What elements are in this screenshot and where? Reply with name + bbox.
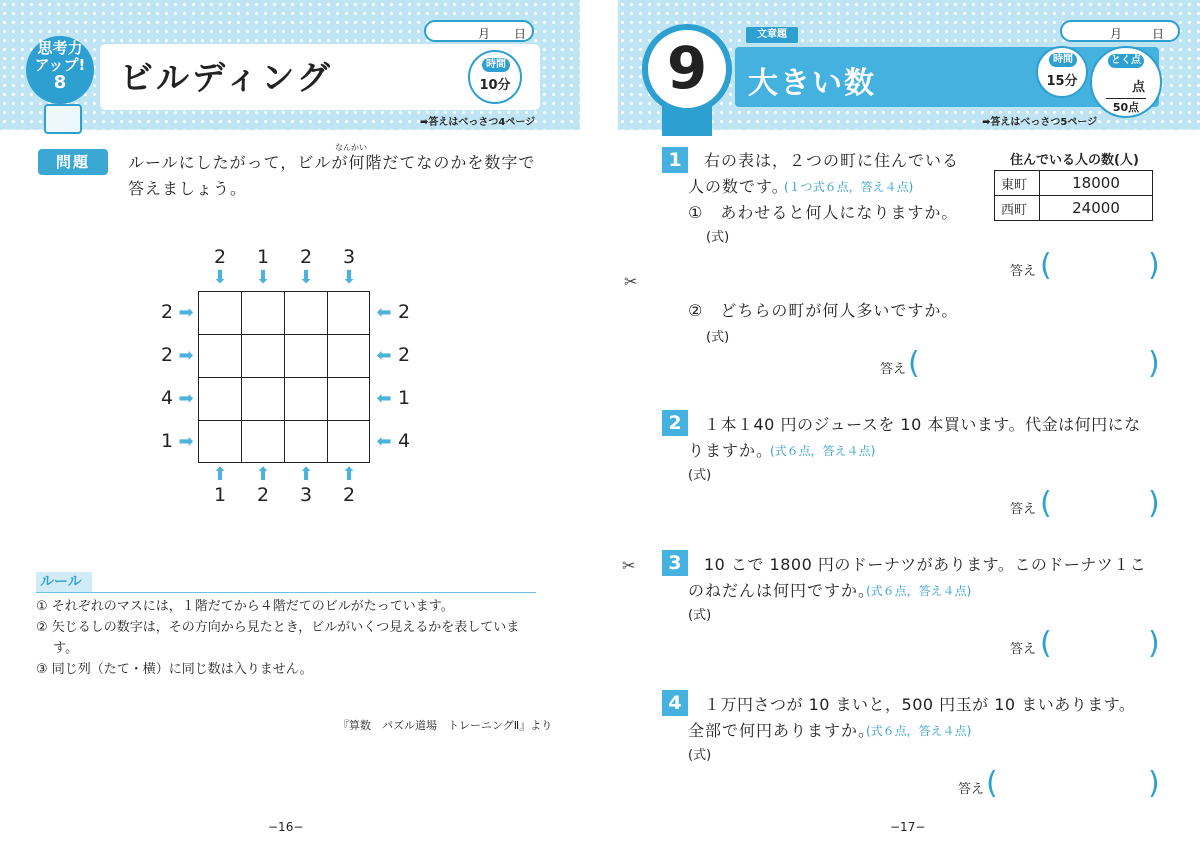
clue-left-2: 2 [160, 344, 174, 366]
arrow-down-icon: ⬇ [341, 267, 357, 288]
table-row [995, 196, 1153, 221]
page-title-right: 大きい数 [748, 66, 876, 101]
bulb-text-2: アップ! [34, 56, 86, 74]
answer-box-close: ) [1148, 248, 1160, 283]
town-count: 24000 [1040, 196, 1153, 221]
q3-kotae: 答え [1010, 642, 1037, 657]
answer-reference-right: ➡答えはべっさつ5ページ [982, 117, 1098, 128]
q4-text-1: １万円さつが 10 まいと，500 円玉が 10 まいあります。 [704, 695, 1136, 714]
question-text-2: 答えましょう。 [128, 179, 248, 198]
q1-text-1: 右の表は，２つの町に住んでいる [704, 151, 960, 170]
rule-1: ① それぞれのマスには，１階だてから４階だてのビルがたっています。 [36, 599, 454, 614]
page-number-right: −17− [890, 820, 926, 834]
rule-2: ② 矢じるしの数字は，その方向から見たとき，ビルがいくつ見えるかを表していま [36, 620, 520, 635]
rule-label: ルール [36, 572, 92, 592]
clue-left-3: 4 [160, 387, 174, 409]
q1-kotae-1: 答え [1010, 264, 1037, 279]
score-total: 50点 [1106, 98, 1146, 115]
source-note: 『算数 パズル道場 トレーニングⅡ』より [338, 719, 553, 732]
arrow-left-icon: ⬅ [376, 302, 392, 323]
date-day-right: 日 [1152, 27, 1165, 41]
arrow-up-icon: ⬆ [212, 464, 228, 485]
answer-box-close: ) [1148, 766, 1160, 801]
q4-kotae: 答え [958, 782, 985, 797]
q3-text-2: のねだんは何円ですか。 [688, 581, 876, 600]
answer-reference: ➡答えはべっさつ4ページ [420, 117, 536, 128]
q1-shiki-2: (式) [706, 330, 730, 345]
scissors-icon: ✂ [622, 556, 636, 575]
q4-text-2: 全部で何円ありますか。 [688, 721, 876, 740]
arrow-right-icon: ➡ [178, 431, 194, 452]
bulb-text-3: 8 [53, 72, 67, 93]
clue-right-4: 4 [397, 430, 411, 452]
question-number-4: 4 [662, 690, 688, 716]
q2-points: (式６点，答え４点) [770, 444, 876, 458]
bulb-text-1: 思考力 [37, 39, 83, 57]
score-label: とく点 [1108, 54, 1144, 68]
answer-box[interactable]: ( [1040, 486, 1052, 521]
question-number-3: 3 [662, 550, 688, 576]
population-table [994, 170, 1153, 221]
answer-box-close: ) [1148, 626, 1160, 661]
town-count: 18000 [1040, 171, 1153, 196]
q1-shiki-1: (式) [706, 230, 730, 245]
bulb-icon [26, 36, 94, 104]
q3-text-1: 10 こで 1800 円のドーナツがあります。このドーナツ１こ [704, 555, 1147, 574]
arrow-down-icon: ⬇ [255, 267, 271, 288]
rule-3: ③ 同じ列（たて・横）に同じ数は入りません。 [36, 662, 313, 677]
q2-kotae: 答え [1010, 502, 1037, 517]
clue-left-1: 2 [160, 301, 174, 323]
arrow-up-icon: ⬆ [341, 464, 357, 485]
answer-box-close: ) [1148, 346, 1160, 381]
answer-box-close: ) [1148, 486, 1160, 521]
clue-right-2: 2 [397, 344, 411, 366]
clue-top-1: 2 [213, 246, 227, 268]
town-name: 東町 [995, 171, 1040, 196]
rule-divider [36, 592, 536, 593]
page-title: ビルディング [120, 58, 333, 97]
answer-box[interactable]: ( [908, 346, 920, 381]
date-field-right [1060, 20, 1180, 42]
question-number-1: 1 [662, 147, 688, 173]
arrow-up-icon: ⬆ [255, 464, 271, 485]
q2-text-2: りますか。 [688, 441, 774, 460]
scissors-icon: ✂ [624, 272, 638, 291]
clue-top-4: 3 [342, 246, 356, 268]
question-number-2: 2 [662, 410, 688, 436]
ruby-nankai: なんかい [335, 143, 367, 152]
answer-box[interactable]: ( [986, 766, 998, 801]
category-tag: 文章題 [746, 27, 798, 43]
clue-bottom-4: 2 [342, 484, 356, 506]
q3-points: (式６点，答え４点) [866, 584, 972, 598]
q3-shiki: (式) [688, 608, 712, 623]
time-circle [468, 50, 522, 104]
clue-right-1: 2 [397, 301, 411, 323]
clue-right-3: 1 [397, 387, 411, 409]
q4-points: (式６点，答え４点) [866, 724, 972, 738]
arrow-up-icon: ⬆ [298, 464, 314, 485]
time-value-right: 15分 [1046, 74, 1078, 89]
table-row [995, 171, 1153, 196]
date-field [424, 20, 534, 42]
answer-box[interactable]: ( [1040, 248, 1052, 283]
time-label-right: 時間 [1049, 53, 1077, 67]
date-month-right: 月 [1110, 27, 1123, 41]
q1-points: (１つ式６点，答え４点) [784, 180, 914, 194]
q1-text-2: 人の数です。 [688, 177, 789, 196]
q2-text-1: １本１40 円のジュースを 10 本買います。代金は何円にな [704, 415, 1141, 434]
arrow-left-icon: ⬅ [376, 431, 392, 452]
town-name: 西町 [995, 196, 1040, 221]
clue-bottom-1: 1 [213, 484, 227, 506]
q1-kotae-2: 答え [880, 362, 907, 377]
score-circle [1090, 46, 1162, 118]
clue-top-3: 2 [299, 246, 313, 268]
unit-badge: 9 [642, 24, 732, 114]
date-day: 日 [514, 27, 527, 41]
answer-box[interactable]: ( [1040, 626, 1052, 661]
clue-top-2: 1 [256, 246, 270, 268]
arrow-right-icon: ➡ [178, 302, 194, 323]
arrow-right-icon: ➡ [178, 345, 194, 366]
rules-list [36, 596, 546, 680]
time-label: 時間 [482, 58, 510, 72]
q4-shiki: (式) [688, 748, 712, 763]
page-number-left: −16− [268, 820, 304, 834]
puzzle-grid[interactable] [198, 291, 370, 463]
date-month: 月 [478, 27, 491, 41]
bulb-base-icon [44, 104, 82, 134]
q1-sub2: ② どちらの町が何人多いですか。 [688, 301, 959, 320]
clue-left-4: 1 [160, 430, 174, 452]
arrow-down-icon: ⬇ [298, 267, 314, 288]
q1-sub1: ① あわせると何人になりますか。 [688, 203, 959, 222]
time-circle-right [1036, 46, 1088, 98]
clue-bottom-2: 2 [256, 484, 270, 506]
q2-shiki: (式) [688, 468, 712, 483]
score-unit: 点 [1132, 80, 1146, 95]
arrow-left-icon: ⬅ [376, 388, 392, 409]
table-title: 住んでいる人の数(人) [1010, 153, 1139, 168]
mondai-label: 問題 [38, 149, 108, 175]
rule-2-cont: す。 [36, 641, 79, 656]
arrow-right-icon: ➡ [178, 388, 194, 409]
arrow-down-icon: ⬇ [212, 267, 228, 288]
question-text-1: ルールにしたがって，ビルが何階だてなのかを数字で [128, 153, 536, 172]
time-value: 10分 [479, 78, 511, 93]
clue-bottom-3: 3 [299, 484, 313, 506]
arrow-left-icon: ⬅ [376, 345, 392, 366]
